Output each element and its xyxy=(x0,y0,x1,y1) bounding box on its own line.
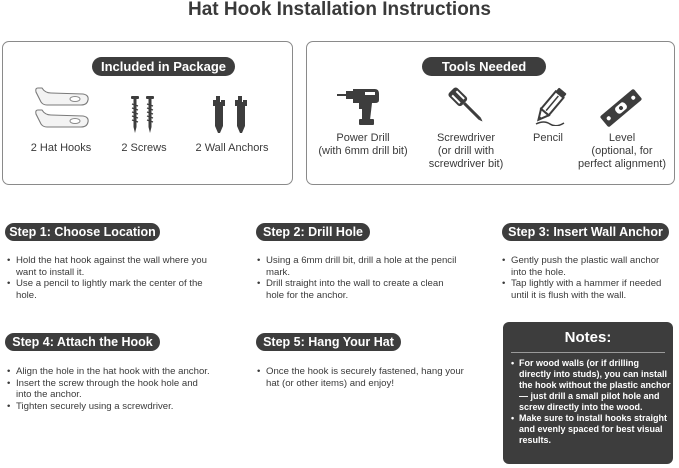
tools-heading: Tools Needed xyxy=(422,57,546,76)
step-1-instructions xyxy=(7,255,212,301)
package-item-label: 2 Wall Anchors xyxy=(195,142,269,154)
list-item: • Tighten securely using a screwdriver. xyxy=(7,401,212,413)
list-item: • Drill straight into the wall to create a clean hole for the anchor. xyxy=(257,278,457,301)
step-3-instructions xyxy=(502,255,677,301)
list-item: • Use a pencil to lightly mark the center of the hole. xyxy=(7,278,212,301)
step-2-instructions xyxy=(257,255,457,301)
step-4-title: Step 4: Attach the Hook xyxy=(5,333,160,351)
screw-icon xyxy=(129,96,157,134)
list-item: • Once the hook is securely fastened, hang your hat (or other items) and enjoy! xyxy=(257,366,467,389)
step-5-instructions xyxy=(257,366,467,389)
wall-anchor-icon xyxy=(213,96,253,134)
step-3-title: Step 3: Insert Wall Anchor xyxy=(502,223,669,241)
tool-power-drill-label: Power Drill (with 6mm drill bit) xyxy=(318,132,408,157)
list-item: • Gently push the plastic wall anchor into the hole. xyxy=(502,255,677,278)
tools-panel xyxy=(306,41,675,185)
list-item: • Using a 6mm drill bit, drill a hole at the pencil mark. xyxy=(257,255,457,278)
list-item: • Make sure to install hooks straight and evenly spaced for best visual results. xyxy=(511,413,671,446)
step-5-title: Step 5: Hang Your Hat xyxy=(256,333,401,351)
notes-panel xyxy=(503,322,673,464)
list-item: • Insert the screw through the hook hole and into the anchor. xyxy=(7,378,212,401)
page-title: Hat Hook Installation Instructions xyxy=(188,0,491,20)
list-item: • Hold the hat hook against the wall where you want to install it. xyxy=(7,255,212,278)
package-item-label: 2 Screws xyxy=(121,142,167,154)
tool-level-label: Level (optional, for perfect alignment) xyxy=(577,132,667,170)
power-drill-icon xyxy=(337,86,381,126)
notes-title: Notes: xyxy=(564,329,612,346)
tool-pencil-label: Pencil xyxy=(533,132,563,144)
level-icon xyxy=(599,88,643,128)
notes-divider xyxy=(511,352,665,353)
hat-hook-icon xyxy=(33,84,91,132)
pencil-icon xyxy=(532,86,568,126)
package-heading: Included in Package xyxy=(92,57,235,76)
step-2-title: Step 2: Drill Hole xyxy=(256,223,370,241)
notes-list xyxy=(511,358,671,446)
step-1-title: Step 1: Choose Location xyxy=(5,223,160,241)
list-item: • Align the hole in the hat hook with the anchor. xyxy=(7,366,212,378)
list-item: • For wood walls (or if drilling directly into studs), you can install the hook without the plastic anchor — just drill a small pilot hole and screw directly into the wood. xyxy=(511,358,671,413)
step-4-instructions xyxy=(7,366,212,412)
tool-screwdriver-label: Screwdriver (or drill with screwdriver bit) xyxy=(428,132,504,170)
screwdriver-icon xyxy=(447,86,487,126)
package-panel xyxy=(2,41,293,185)
list-item: • Tap lightly with a hammer if needed until it is flush with the wall. xyxy=(502,278,677,301)
package-item-label: 2 Hat Hooks xyxy=(30,142,92,154)
